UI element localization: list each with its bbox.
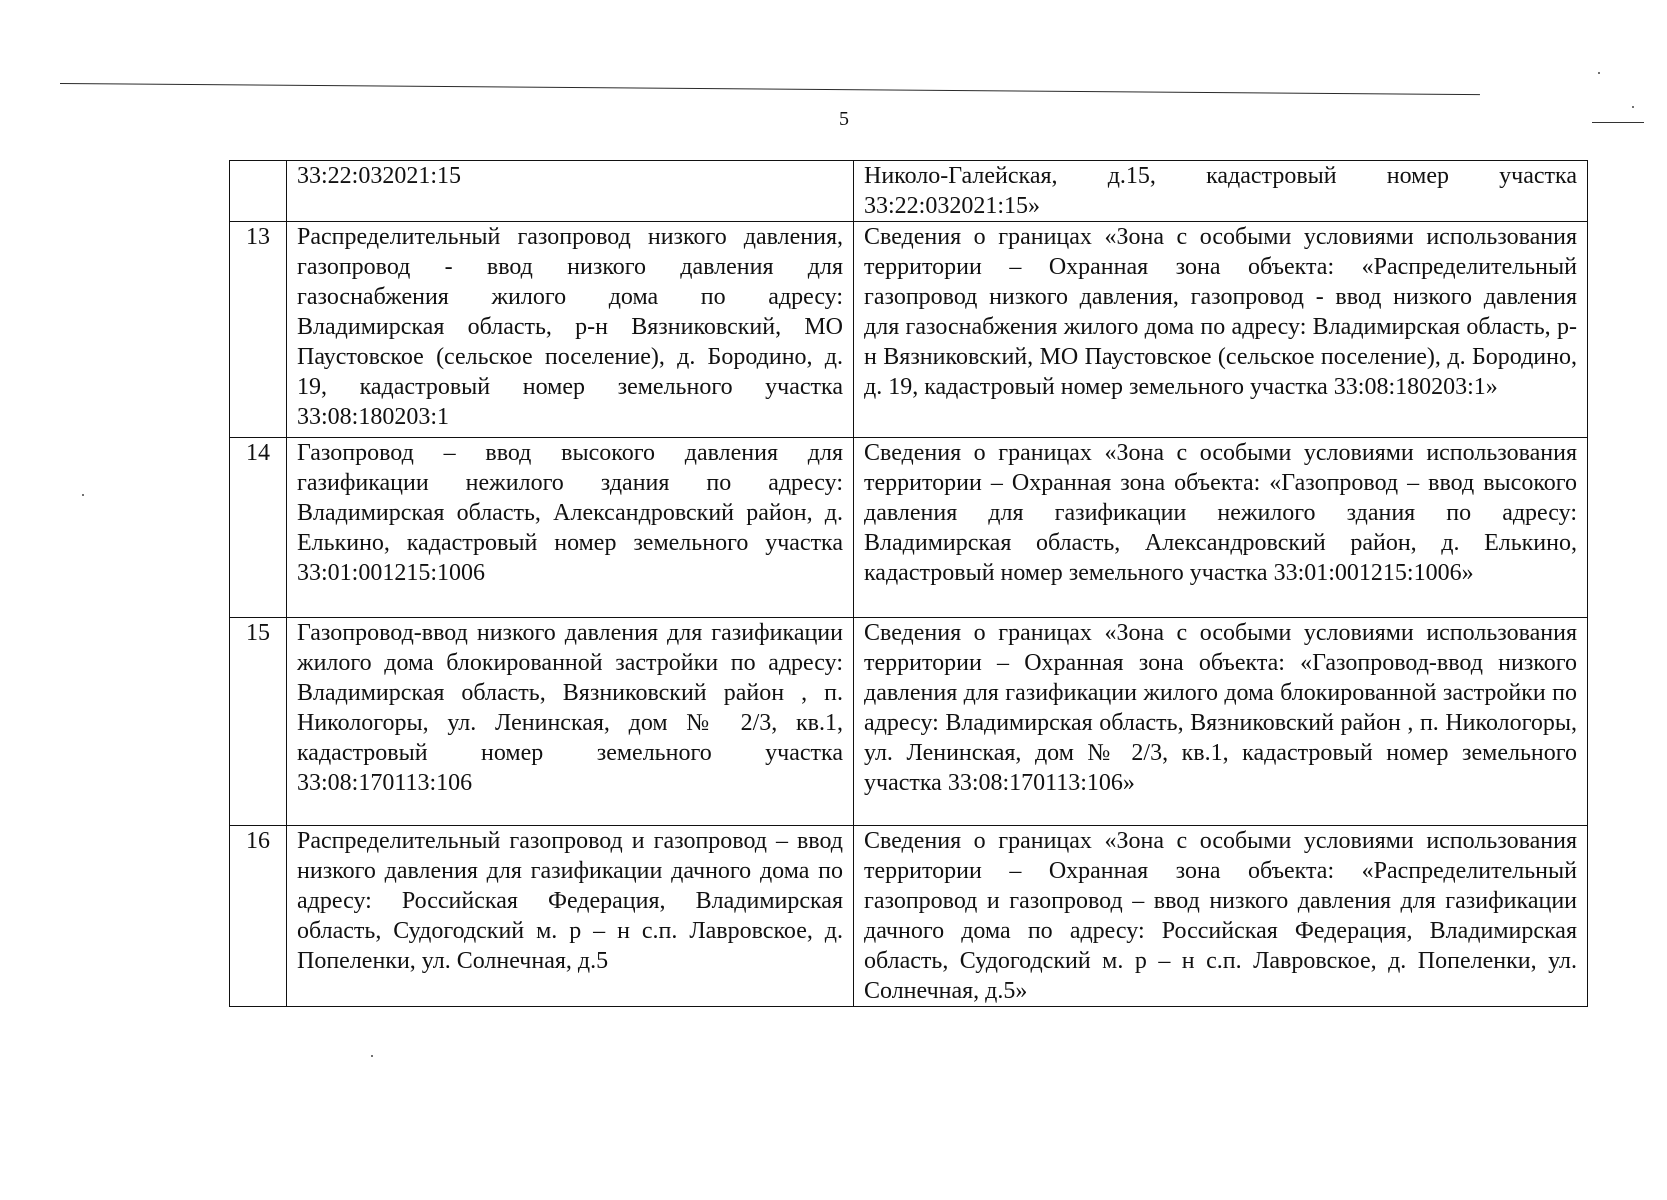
scan-artifact-dot [1632, 106, 1634, 108]
object-description: Газопровод – ввод высокого давления для газификации нежилого здания по адресу: Владимирская область, Александровский район, д. Елькино, кадастровый номер земельного участка 33:01:001215:1006 [287, 438, 854, 618]
zone-info: Сведения о границах «Зона с особыми условиями использования территории – Охранная зона объекта: «Газопровод-ввод низкого давления для газификации жилого дома блокированной застройки по адресу: Владимирская область, Вязниковский район , п. Никологоры, ул. Ленинская, дом № 2/3, кв.1, кадастровый номер земельного участка 33:08:170113:106» [854, 618, 1588, 826]
zone-info: Сведения о границах «Зона с особыми условиями использования территории – Охранная зона объекта: «Распределительный газопровод и газопровод – ввод низкого давления для газификации дачного дома по адресу: Российская Федерация, Владимирская область, Судогодский м. р – н с.п. Лавровское, д. Попеленки, ул. Солнечная, д.5» [854, 826, 1588, 1007]
scan-artifact-dot [371, 1055, 373, 1057]
object-description: Газопровод-ввод низкого давления для газификации жилого дома блокированной застройки по адресу: Владимирская область, Вязниковский район , п. Никологоры, ул. Ленинская, дом № 2/3, кв.1, кадастровый номер земельного участка 33:08:170113:106 [287, 618, 854, 826]
table-row [230, 618, 1588, 826]
zones-table [229, 160, 1588, 1007]
row-number: 14 [230, 438, 287, 618]
scan-artifact-line [1592, 122, 1644, 123]
table-row [230, 826, 1588, 1007]
scan-artifact-dot [1598, 72, 1600, 74]
page-number: 5 [839, 108, 849, 130]
object-description: Распределительный газопровод низкого давления, газопровод - ввод низкого давления для газоснабжения жилого дома по адресу: Владимирская область, р-н Вязниковский, МО Паустовское (сельское поселение), д. Бородино, д. 19, кадастровый номер земельного участка 33:08:180203:1 [287, 222, 854, 438]
row-number: 13 [230, 222, 287, 438]
scan-artifact-dot [82, 494, 84, 496]
row-number [230, 161, 287, 222]
row-number: 15 [230, 618, 287, 826]
row-number: 16 [230, 826, 287, 1007]
zone-info: Сведения о границах «Зона с особыми условиями использования территории – Охранная зона объекта: «Распределительный газопровод низкого давления, газопровод - ввод низкого давления для газоснабжения жилого дома по адресу: Владимирская область, р-н Вязниковский, МО Паустовское (сельское поселение), д. Бородино, д. 19, кадастровый номер земельного участка 33:08:180203:1» [854, 222, 1588, 438]
zone-info: Николо-Галейская, д.15, кадастровый номер участка 33:22:032021:15» [854, 161, 1588, 222]
table-row [230, 222, 1588, 438]
scan-artifact-line [60, 83, 1480, 95]
object-description: 33:22:032021:15 [287, 161, 854, 222]
zone-info: Сведения о границах «Зона с особыми условиями использования территории – Охранная зона объекта: «Газопровод – ввод высокого давления для газификации нежилого здания по адресу: Владимирская область, Александровский район, д. Елькино, кадастровый номер земельного участка 33:01:001215:1006» [854, 438, 1588, 618]
table-row [230, 161, 1588, 222]
table-row [230, 438, 1588, 618]
object-description: Распределительный газопровод и газопровод – ввод низкого давления для газификации дачного дома по адресу: Российская Федерация, Владимирская область, Судогодский м. р – н с.п. Лавровское, д. Попеленки, ул. Солнечная, д.5 [287, 826, 854, 1007]
